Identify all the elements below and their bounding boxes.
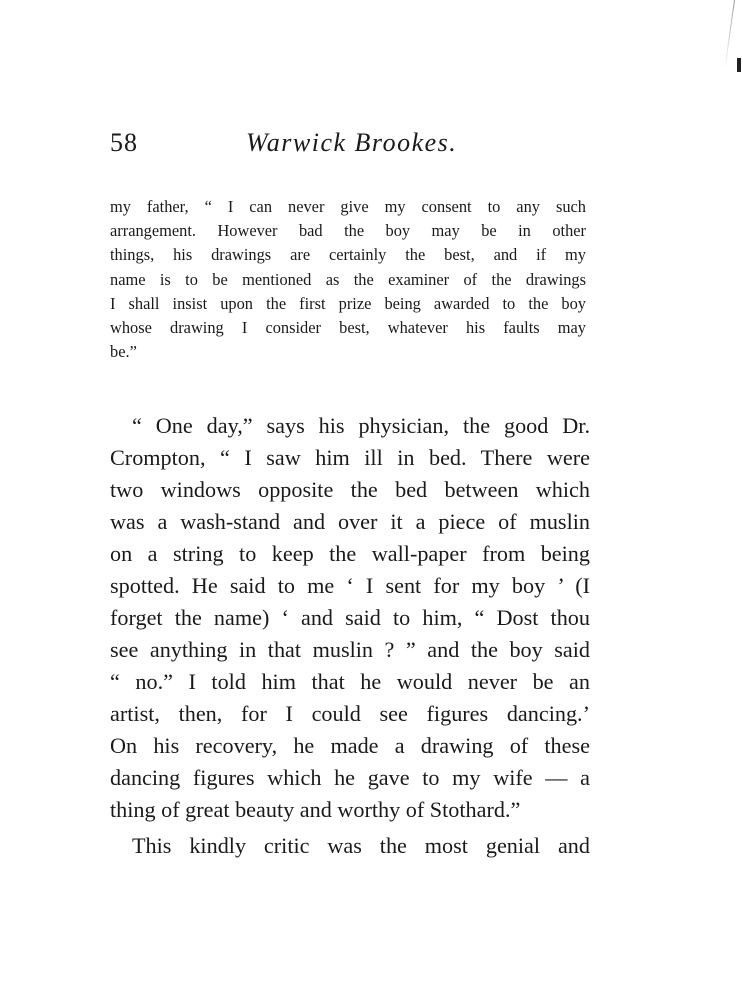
text-line: artist, then, for I could see figures dancing.’ (110, 701, 590, 726)
text-line: was a wash-stand and over it a piece of muslin (110, 509, 590, 534)
scan-edge-line (724, 0, 735, 69)
text-line: on a string to keep the wall-paper from being (110, 541, 590, 566)
paragraph (110, 410, 590, 826)
paragraph (110, 830, 590, 862)
text-line: dancing figures which he gave to my wife — a (110, 765, 590, 790)
quote-line: name is to be mentioned as the examiner of the drawings (110, 269, 586, 289)
scan-edge-mark (737, 58, 741, 72)
running-title: Warwick Brookes. (246, 128, 458, 157)
quote-line: my father, “ I can never give my consent to any such (110, 197, 586, 216)
quote-line: things, his drawings are certainly the best, and if my (110, 245, 586, 265)
text-line: “ no.” I told him that he would never be an (110, 669, 590, 694)
body-text (110, 410, 590, 862)
quote-line: be.” (110, 342, 137, 362)
page-header (110, 128, 590, 168)
text-line: On his recovery, he made a drawing of these (110, 733, 590, 758)
text-line: see anything in that muslin ? ” and the boy said (110, 637, 590, 662)
quoted-passage (110, 195, 586, 364)
text-line: “ One day,” says his physician, the good Dr. (132, 413, 590, 438)
text-line: thing of great beauty and worthy of Stothard.” (110, 797, 521, 822)
text-line: forget the name) ‘ and said to him, “ Dost thou (110, 605, 590, 630)
text-line: Crompton, “ I saw him ill in bed. There were (110, 445, 590, 470)
quote-line: arrangement. However bad the boy may be in other (110, 221, 586, 241)
quote-line: whose drawing I consider best, whatever his faults may (110, 318, 586, 338)
quote-line: I shall insist upon the first prize being awarded to the boy (110, 293, 586, 313)
text-line: This kindly critic was the most genial and (132, 833, 590, 858)
text-line: spotted. He said to me ‘ I sent for my boy ’ (I (110, 573, 590, 598)
page-number: 58 (110, 128, 138, 157)
text-line: two windows opposite the bed between which (110, 477, 590, 502)
